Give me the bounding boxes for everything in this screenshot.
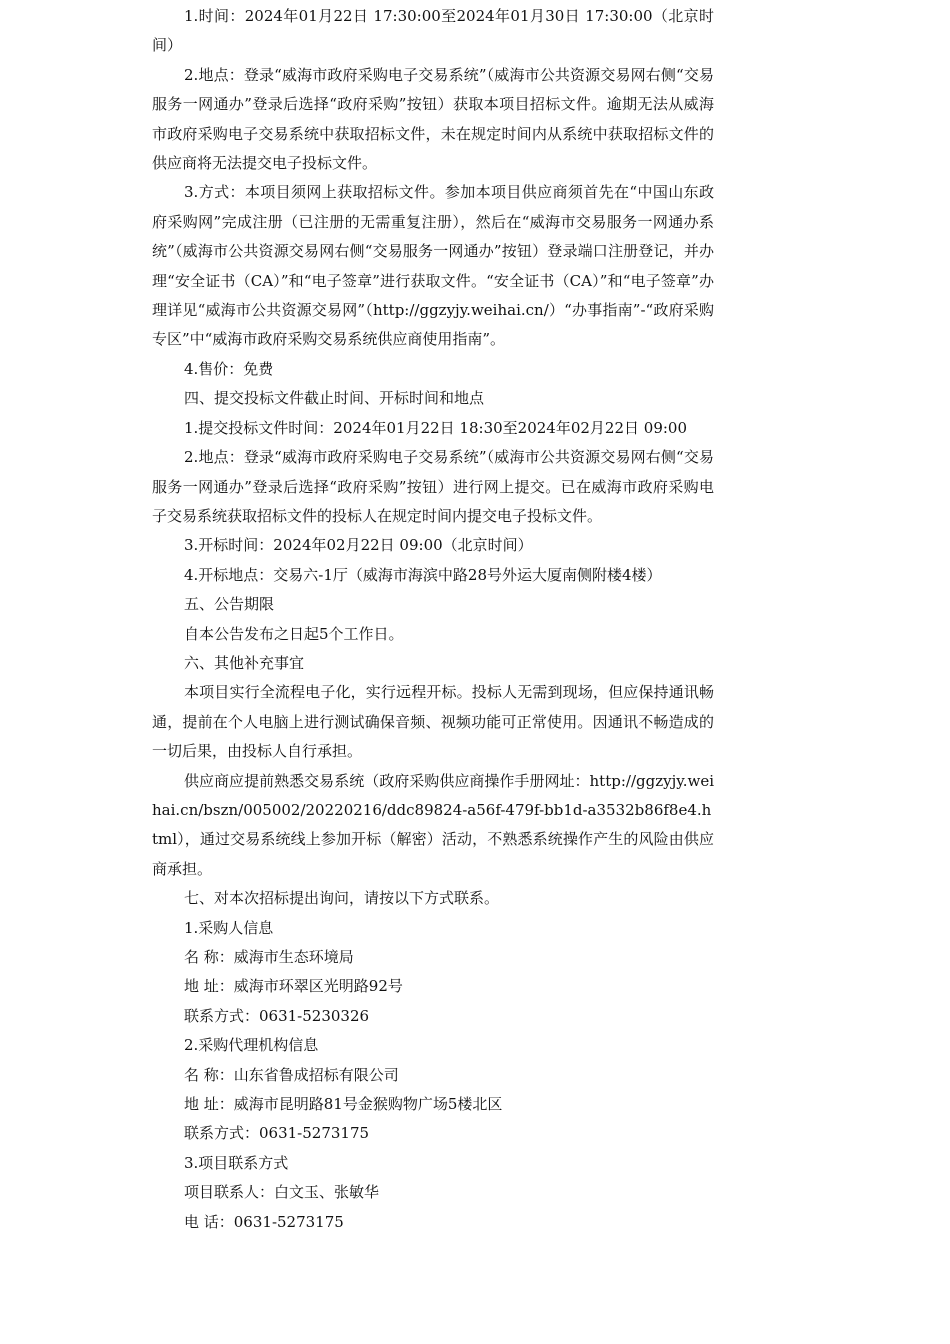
paragraph-location: 2.地点：登录“威海市政府采购电子交易系统”（威海市公共资源交易网右侧“交易服务一网通办”登录后选择“政府采购”按钮）获取本项目招标文件。逾期无法从威海市政府采购电子交易系统中获取招标文件，未在规定时间内从系统中获取招标文件的供应商将无法提交电子投标文件。	[152, 65, 714, 173]
paragraph-opening-time: 3.开标时间：2024年02月22日 09:00（北京时间）	[184, 536, 533, 555]
project-contact-phone: 电 话：0631-5273175	[184, 1212, 344, 1231]
paragraph-submission-time: 1.提交投标文件时间：2024年01月22日 18:30至2024年02月22日 09:00	[184, 418, 687, 437]
agency-phone: 联系方式：0631-5273175	[184, 1124, 370, 1143]
agency-address: 地 址：威海市昆明路81号金猴购物广场5楼北区	[184, 1095, 503, 1114]
subheading-agency: 2.采购代理机构信息	[184, 1036, 319, 1055]
section-heading-other-matters: 六、其他补充事宜	[184, 653, 305, 672]
section-heading-contact: 七、对本次招标提出询问，请按以下方式联系。	[184, 889, 500, 908]
paragraph-price: 4.售价：免费	[184, 359, 274, 378]
document-body	[152, 2, 714, 1237]
paragraph-submission-location: 2.地点：登录“威海市政府采购电子交易系统”（威海市公共资源交易网右侧“交易服务一网通办”登录后选择“政府采购”按钮）进行网上提交。已在威海市政府采购电子交易系统获取招标文件的投标人在规定时间内提交电子投标文件。	[152, 448, 714, 525]
section-heading-submission: 四、提交投标文件截止时间、开标时间和地点	[184, 389, 485, 408]
paragraph-time: 1.时间：2024年01月22日 17:30:00至2024年01月30日 17:30:00（北京时间）	[152, 7, 714, 55]
paragraph-system-familiarity: 供应商应提前熟悉交易系统（政府采购供应商操作手册网址：http://ggzyjy.weihai.cn/bszn/005002/20220216/ddc89824-a56f-479f-bb1d-a3532b86f8e4.html），通过交易系统线上参加开标（解密）活动，不熟悉系统操作产生的风险由供应商承担。	[152, 771, 714, 878]
subheading-project-contact: 3.项目联系方式	[184, 1153, 289, 1172]
purchaser-name: 名 称：威海市生态环境局	[184, 948, 354, 966]
paragraph-notice-period: 自本公告发布之日起5个工作日。	[184, 624, 404, 643]
paragraph-remote-opening: 本项目实行全流程电子化，实行远程开标。投标人无需到现场，但应保持通讯畅通，提前在个人电脑上进行测试确保音频、视频功能可正常使用。因通讯不畅造成的一切后果，由投标人自行承担。	[152, 683, 714, 761]
purchaser-address: 地 址：威海市环翠区光明路92号	[184, 977, 403, 996]
paragraph-opening-location: 4.开标地点：交易六-1厅（威海市海滨中路28号外运大厦南侧附楼4楼）	[184, 565, 662, 584]
paragraph-method: 3.方式：本项目须网上获取招标文件。参加本项目供应商须首先在“中国山东政府采购网”完成注册（已注册的无需重复注册），然后在“威海市交易服务一网通办系统”（威海市公共资源交易网右侧“交易服务一网通办”按钮）登录端口注册登记，并办理“安全证书（CA）”和“电子签章”进行获取文件。“安全证书（CA）”和“电子签章”办理详见“威海市公共资源交易网”（http://ggzyjy.weihai.cn/）“办事指南”-“政府采购专区”中“威海市政府采购交易系统供应商使用指南”。	[152, 183, 714, 349]
agency-name: 名 称：山东省鲁成招标有限公司	[184, 1065, 399, 1084]
project-contact-persons: 项目联系人：白文玉、张敏华	[184, 1183, 380, 1202]
purchaser-phone: 联系方式：0631-5230326	[184, 1006, 370, 1025]
subheading-purchaser: 1.采购人信息	[184, 918, 274, 937]
section-heading-notice-period: 五、公告期限	[184, 595, 275, 614]
